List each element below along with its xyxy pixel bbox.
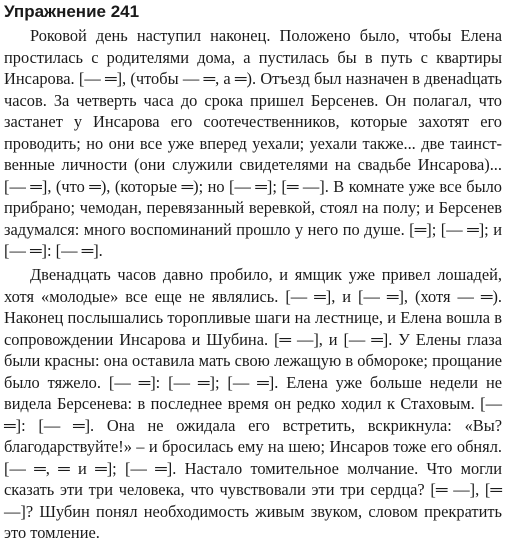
exercise-title: Упражнение 241	[4, 2, 140, 21]
exercise-paragraph-2: Двенадцать часов давно пробило, и ямщик уже привел лошадей, хотя «молодые» все еще не являлись. [— ═], и [— ═], (хотя — ═). Наконец послышались торопливые шаги на лестнице, и Елена вошла в сопровождении Инсарова и Шубина. [═ —], и [— ═]. У Елены глаза были красны: она оставила мать свою лежащую в обмороке; прощание было тяжело. [— ═]: [— ═]; [— ═]. Елена уже больше недели не видела Берсенева: в последнее время он редко ходил к Стаховым. [— ═]: [— ═]. Она не ожидала его встретить, вскрикнула: «Вы? благодарствуйте!» – и бросилась ему на шею; Инсаров тоже его обнял. [— ═, ═ и ═]; [— ═]. Настало томительное молчание. Что могли сказать эти три человека, что чувствовали эти три сердца? [═ —], [═ —]? Шубин понял необходимость живым звуком, словом прекратить это томление.	[4, 265, 502, 542]
exercise-paragraph-1: Роковой день наступил наконец. Положено было, чтобы Елена простилась с родителями дома, а пустилась бы в путь с квартиры Инсарова. [— ═], (чтобы — ═, а ═). Отъезд был назначен в двенаdцать часов. За четверть часа до срока пришел Берсенев. Он полагал, что застанет у Инсарова его соотечественников, которые захотят его проводить; но они все уже вперед уехали; уехали также... две таинственные личности (они служили свидетелями на свадьбе Инсарова)... [— ═], (что ═), (которые ═); но [— ═]; [═ —]. В комнате уже все было прибрано; чемодан, перевязанный веревкой, стоял на полу; и Берсенев задумался: много воспоминаний прошло у него по душе. [═]; [— ═]; и [— ═]: [— ═].	[4, 26, 502, 260]
